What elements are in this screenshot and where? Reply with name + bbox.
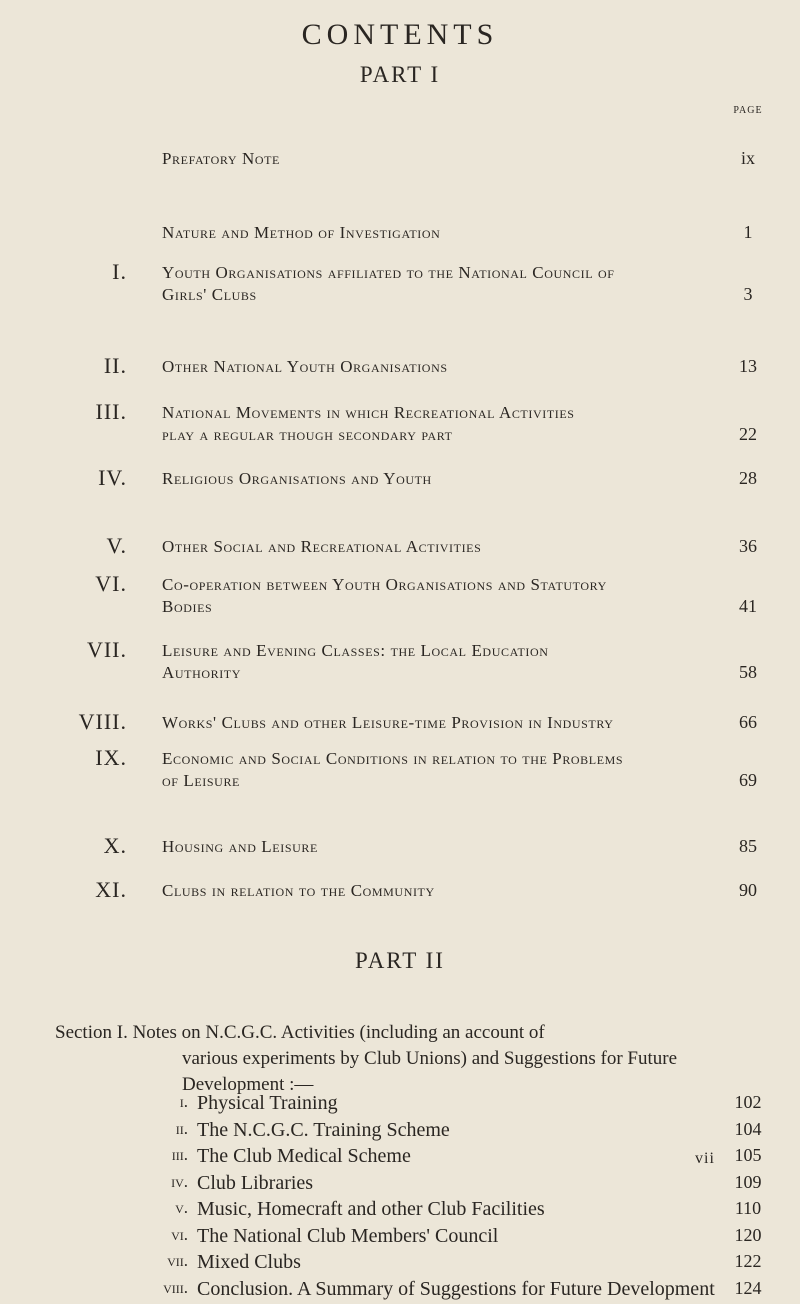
part-two-heading: PART II <box>355 948 445 973</box>
section-item-page: 124 <box>734 1277 762 1298</box>
toc-entry-title-line: Economic and Social Conditions in relation to the Problems <box>162 749 624 768</box>
toc-entry-title-line: Works' Clubs and other Leisure-time Provision in Industry <box>162 713 614 732</box>
toc-entry-title <box>162 262 717 306</box>
section-item-number: iii. <box>171 1145 188 1164</box>
toc-entry-page: 58 <box>739 662 757 682</box>
section-item-page: 105 <box>734 1145 762 1165</box>
toc-entry-page: 28 <box>739 468 757 488</box>
page-folio: vii <box>695 1150 715 1167</box>
section-item <box>0 1119 800 1145</box>
toc-entry-title <box>162 468 717 490</box>
toc-entry-title-line: Co-operation between Youth Organisations and Statutory <box>162 575 607 594</box>
toc-entry-number: XI. <box>95 877 127 902</box>
section-item-title: Music, Homecraft and other Club Facilities <box>197 1198 545 1220</box>
toc-entry-title-line: Religious Organisations and Youth <box>162 469 432 488</box>
toc-entry-title-line: Clubs in relation to the Community <box>162 881 435 900</box>
section-intro-line-1: Section I. Notes on N.C.G.C. Activities (including an account of <box>55 1022 545 1043</box>
toc-entry-page: 22 <box>739 424 757 444</box>
section-item-title: Conclusion. A Summary of Suggestions for Future Development <box>197 1277 715 1300</box>
toc-entry-page: ix <box>740 148 755 168</box>
toc-entry-page: 69 <box>739 770 757 790</box>
section-item-title: The National Club Members' Council <box>197 1224 499 1247</box>
toc-entry-title <box>162 880 717 902</box>
section-item-title: Mixed Clubs <box>197 1251 301 1273</box>
toc-entry-page: 3 <box>743 284 753 304</box>
section-intro-line-2: various experiments by Club Unions) and Suggestions for Future <box>182 1048 678 1069</box>
section-item-number: v. <box>175 1198 188 1217</box>
section-item <box>0 1198 800 1224</box>
toc-entry-number: I. <box>112 259 127 284</box>
part-one-heading: PART I <box>359 62 441 87</box>
section-item-page: 102 <box>734 1092 762 1112</box>
toc-entry-title <box>162 640 717 684</box>
section-intro-line-3: Development :— <box>182 1074 314 1095</box>
toc-entry-number: III. <box>95 399 127 424</box>
toc-entry-title-line: Authority <box>162 663 242 682</box>
section-item-number: i. <box>179 1092 188 1111</box>
toc-entry-number: VIII. <box>78 709 127 734</box>
section-item-number: vi. <box>171 1224 188 1244</box>
toc-entry-page: 13 <box>739 356 757 376</box>
toc-entry-page: 36 <box>739 536 757 556</box>
toc-entry-number: X. <box>103 833 127 858</box>
section-item-title: Physical Training <box>197 1092 338 1114</box>
toc-entry-title-line: of Leisure <box>162 771 240 790</box>
section-item-title: Club Libraries <box>197 1171 314 1194</box>
toc-entry-number: V. <box>106 533 127 558</box>
toc-entry-number: IX. <box>95 745 127 770</box>
toc-entry-title-line: Other Social and Recreational Activities <box>162 537 482 556</box>
section-item <box>0 1225 800 1251</box>
toc-entry-title <box>162 748 717 792</box>
section-item <box>0 1251 800 1277</box>
page-column-label: PAGE <box>733 105 763 116</box>
toc-entry-title-line: National Movements in which Recreational Activities <box>162 403 575 422</box>
toc-entry-number: VI. <box>95 571 127 596</box>
section-intro <box>55 1020 745 1098</box>
toc-entry-title-line: Prefatory Note <box>162 149 280 168</box>
page-title: CONTENTS <box>301 18 499 51</box>
toc-entry-title <box>162 712 717 734</box>
toc-entry-title-line: Nature and Method of Investigation <box>162 223 441 242</box>
toc-entry-number: II. <box>103 353 127 378</box>
toc-entry-page: 85 <box>739 836 757 856</box>
toc-entry-number: VII. <box>86 637 127 662</box>
section-item-title: The Club Medical Scheme <box>197 1145 411 1167</box>
section-item-number: vii. <box>167 1251 188 1270</box>
section-item <box>0 1172 800 1198</box>
toc-entry-title <box>162 222 717 244</box>
toc-entry-title <box>162 356 717 378</box>
toc-entry-page: 90 <box>739 880 757 900</box>
section-item <box>0 1145 800 1171</box>
toc-entry-title <box>162 402 717 446</box>
section-item-number: iv. <box>171 1171 188 1191</box>
toc-entry-title <box>162 148 717 170</box>
toc-entry-title <box>162 574 717 618</box>
toc-entry-title <box>162 536 717 558</box>
toc-entry-page: 66 <box>739 712 757 732</box>
section-item-number: viii. <box>163 1277 188 1297</box>
toc-entry-title-line: Leisure and Evening Classes: the Local Education <box>162 641 549 660</box>
toc-entry-title-line: Other National Youth Organisations <box>162 357 448 376</box>
section-item <box>0 1092 800 1118</box>
toc-entry-number: IV. <box>98 465 127 490</box>
toc-entry-page: 41 <box>739 596 757 616</box>
toc-entry-title-line: Housing and Leisure <box>162 837 318 856</box>
section-item-number: ii. <box>175 1118 188 1138</box>
section-item-page: 104 <box>734 1118 762 1139</box>
toc-entry-title <box>162 836 717 858</box>
section-item-title: The N.C.G.C. Training Scheme <box>197 1118 450 1141</box>
section-item-page: 109 <box>734 1171 762 1192</box>
toc-entry-title-line: Youth Organisations affiliated to the National Council of <box>162 263 615 282</box>
toc-entry-page: 1 <box>743 222 753 242</box>
toc-entry-title-line: Bodies <box>162 597 213 616</box>
toc-entry-title-line: Girls' Clubs <box>162 285 257 304</box>
section-item-page: 110 <box>734 1198 762 1218</box>
toc-entry-title-line: play a regular though secondary part <box>162 425 453 444</box>
section-item <box>0 1278 800 1304</box>
section-item-page: 120 <box>734 1224 762 1245</box>
section-item-page: 122 <box>734 1251 762 1271</box>
